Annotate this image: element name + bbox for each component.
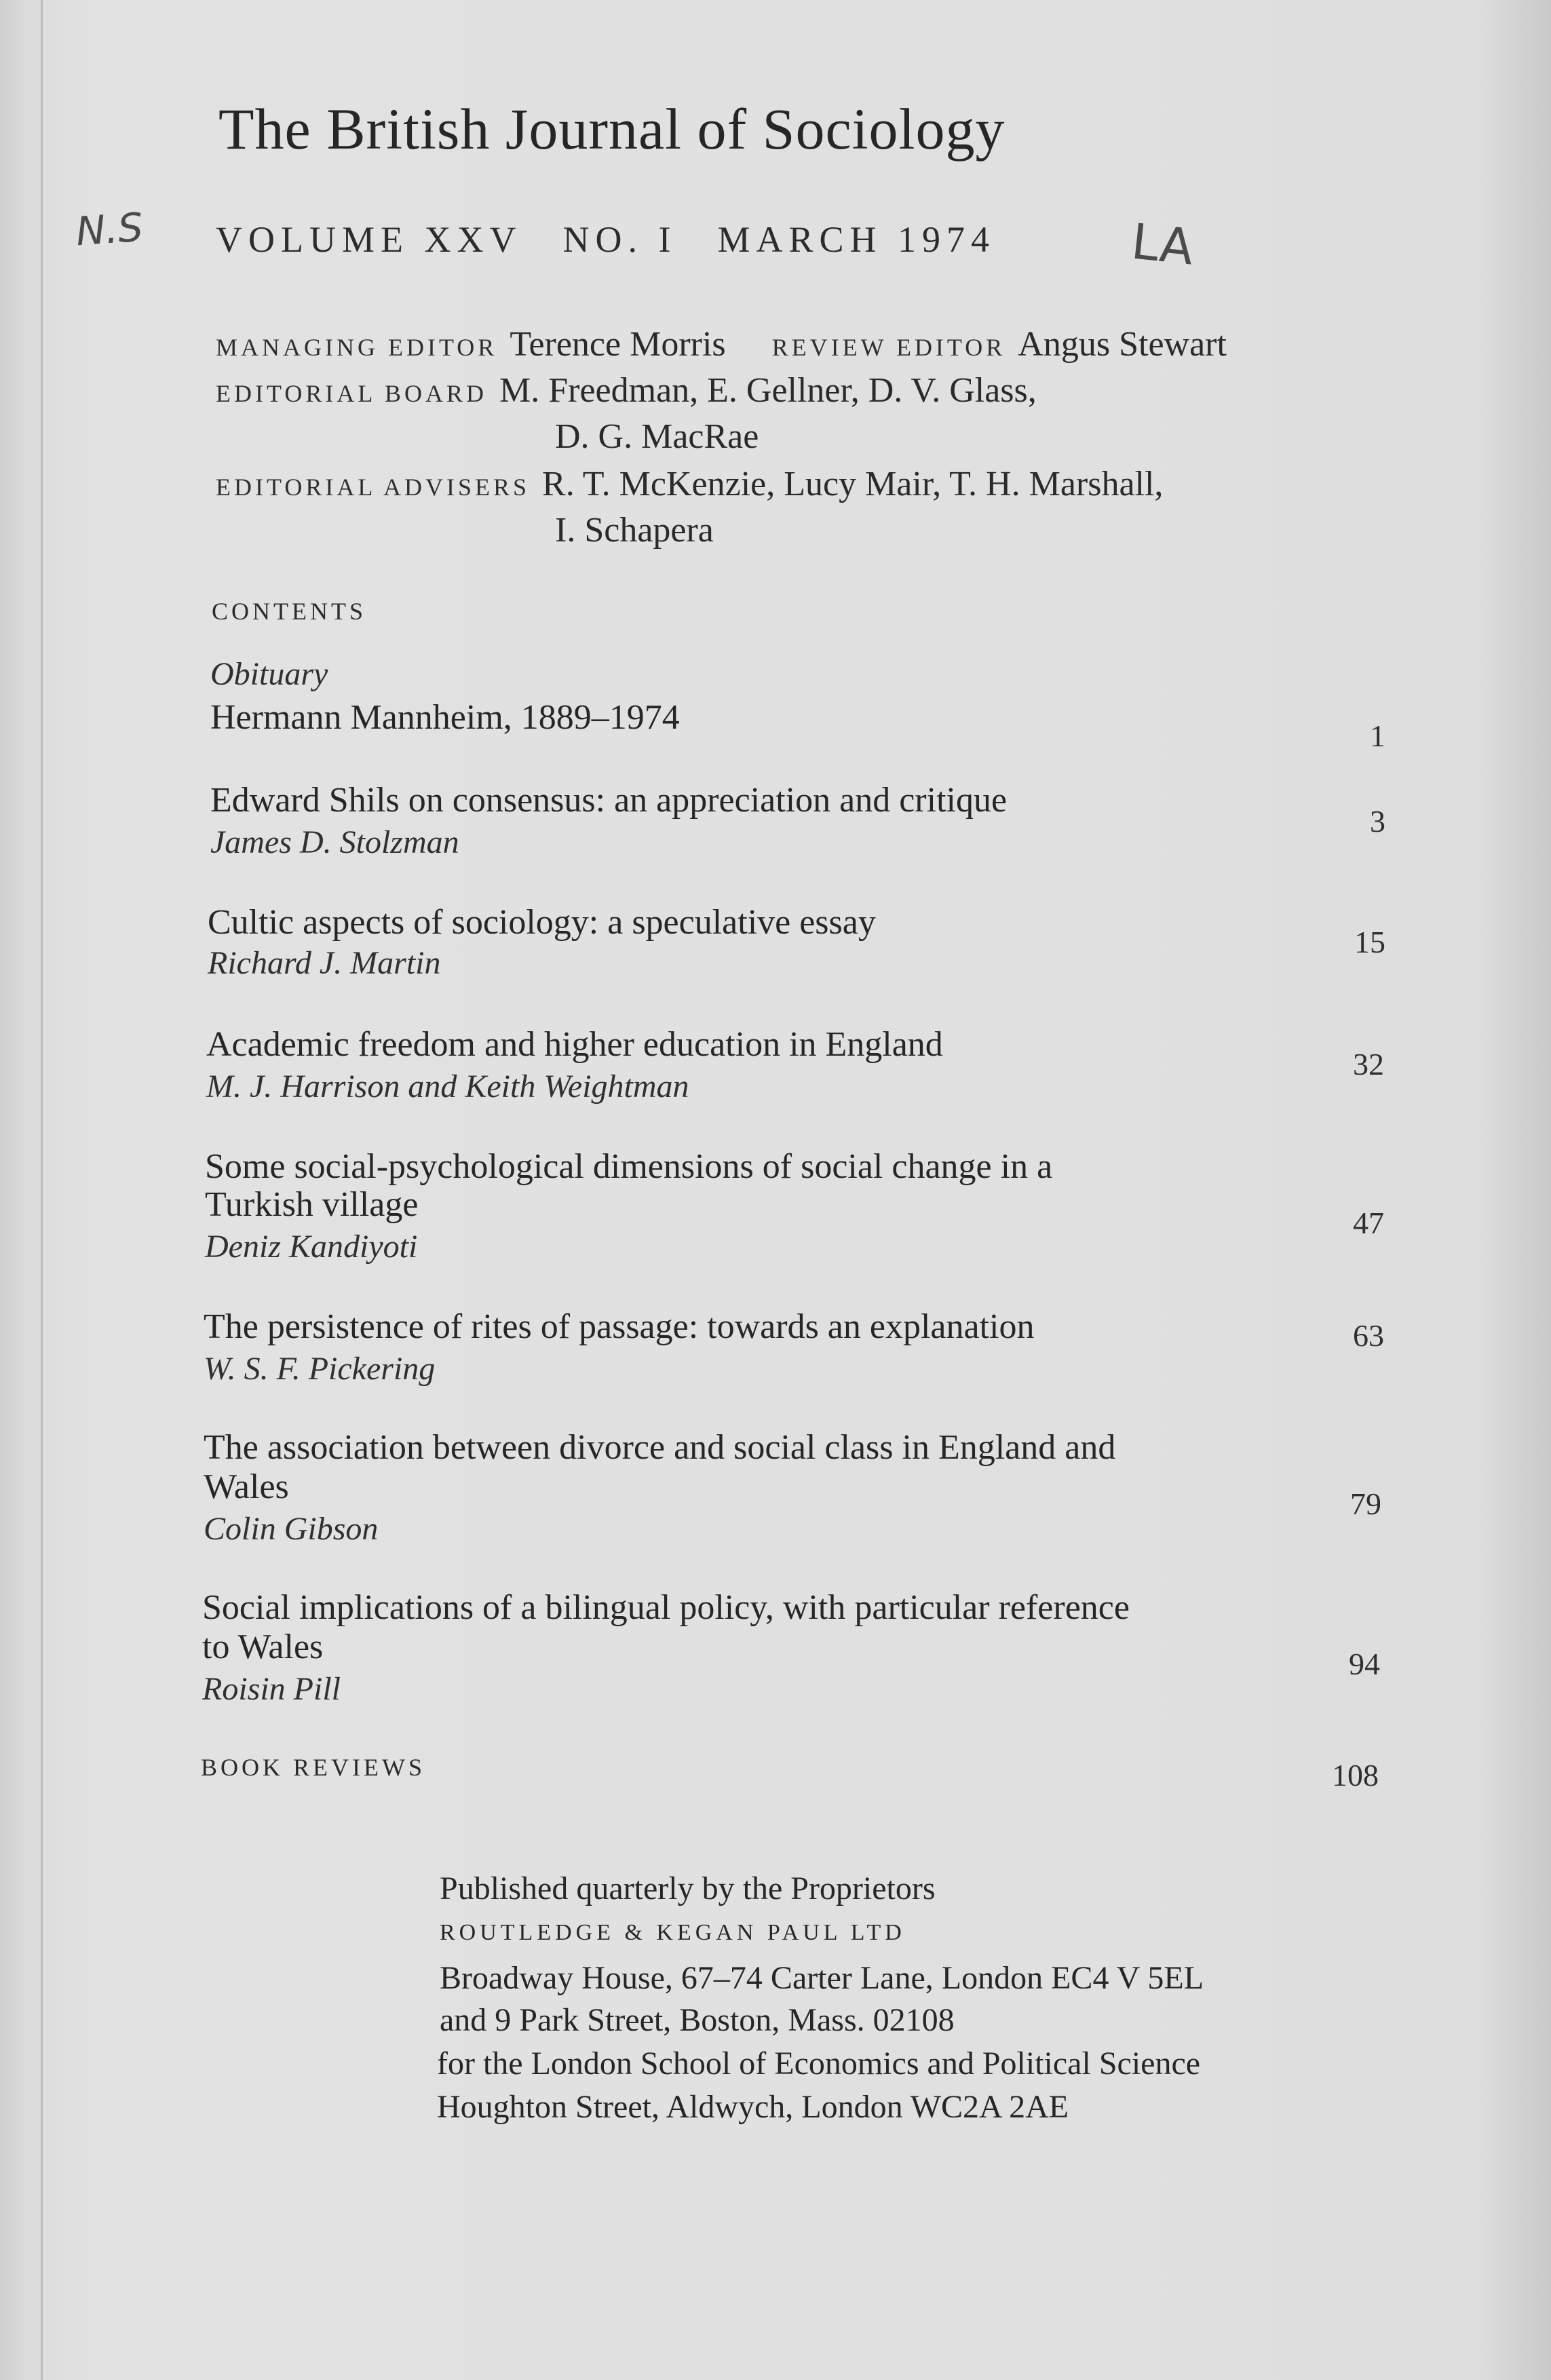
- article-author: Roisin Pill: [202, 1671, 341, 1707]
- article-title: Social implications of a bilingual policy, with particular reference: [202, 1588, 1130, 1627]
- page-number: 3: [1370, 804, 1385, 839]
- article-title: Hermann Mannheim, 1889–1974: [210, 698, 680, 737]
- article-title: Some social-psychological dimensions of social change in a: [205, 1147, 1053, 1186]
- page-number: 15: [1354, 925, 1385, 959]
- page-number: 79: [1350, 1486, 1381, 1521]
- article-title-cont: to Wales: [202, 1628, 324, 1666]
- journal-title: The British Journal of Sociology: [218, 96, 1006, 161]
- article-author: W. S. F. Pickering: [204, 1351, 436, 1387]
- book-reviews-label: BOOK REVIEWS: [201, 1754, 425, 1781]
- article-author: Richard J. Martin: [208, 945, 441, 981]
- obituary-heading: Obituary: [210, 656, 328, 692]
- article-title-cont: Wales: [204, 1467, 289, 1506]
- publisher-institution: for the London School of Economics and Political Science: [437, 2046, 1201, 2081]
- article-title-cont: Turkish village: [205, 1185, 419, 1224]
- contents-heading: CONTENTS: [212, 598, 366, 625]
- handwritten-note-right: LA: [1128, 212, 1197, 276]
- editorial-board-names: M. Freedman, E. Gellner, D. V. Glass,: [499, 371, 1037, 410]
- editorial-advisers-label: EDITORIAL ADVISERS: [216, 474, 531, 501]
- article-title: Academic freedom and higher education in England: [206, 1025, 943, 1064]
- page-number: 94: [1349, 1647, 1380, 1681]
- editorial-board-names-cont: D. G. MacRae: [555, 417, 759, 456]
- editorial-advisers-names: R. T. McKenzie, Lucy Mair, T. H. Marshall,: [542, 465, 1164, 503]
- publisher-name: ROUTLEDGE & KEGAN PAUL LTD: [440, 1920, 906, 1945]
- page-number: 47: [1353, 1206, 1384, 1240]
- publisher-address: Broadway House, 67–74 Carter Lane, London EC4 V 5EL: [440, 1960, 1204, 1996]
- article-title: The persistence of rites of passage: towards an explanation: [204, 1307, 1035, 1346]
- review-editor-name: Angus Stewart: [1018, 325, 1227, 364]
- book-reviews-page: 108: [1332, 1758, 1379, 1792]
- page-number: 63: [1353, 1318, 1384, 1353]
- page-number: 1: [1370, 718, 1385, 753]
- review-editor-label: REVIEW EDITOR: [771, 334, 1006, 361]
- article-title: Edward Shils on consensus: an appreciation and critique: [210, 781, 1008, 820]
- publisher-institution-address: Houghton Street, Aldwych, London WC2A 2AE: [437, 2089, 1069, 2125]
- issue-line: [216, 218, 1036, 261]
- volume-number: VOLUME XXV: [216, 219, 522, 260]
- masthead-advisers-row: [216, 464, 1163, 504]
- editorial-advisers-names-cont: I. Schapera: [555, 511, 714, 550]
- masthead-managing-row: [216, 324, 1227, 364]
- article-author: M. J. Harrison and Keith Weightman: [206, 1069, 689, 1105]
- publisher-line: Published quarterly by the Proprietors: [440, 1870, 936, 1906]
- managing-editor-name: Terence Morris: [510, 325, 726, 364]
- publisher-address-us: and 9 Park Street, Boston, Mass. 02108: [440, 2002, 955, 2038]
- article-author: James D. Stolzman: [210, 824, 459, 860]
- article-title: The association between divorce and social class in England and: [204, 1428, 1116, 1467]
- page-number: 32: [1353, 1047, 1384, 1081]
- editorial-board-label: EDITORIAL BOARD: [216, 380, 487, 407]
- handwritten-note-left: N.S: [74, 204, 145, 255]
- issue-date: MARCH 1974: [717, 219, 995, 260]
- managing-editor-label: MANAGING EDITOR: [216, 334, 498, 361]
- article-author: Colin Gibson: [204, 1511, 379, 1547]
- masthead-board-row: [216, 370, 1037, 410]
- page-edge-shadow: [41, 0, 43, 2380]
- article-author: Deniz Kandiyoti: [205, 1229, 418, 1265]
- issue-number: NO. I: [562, 219, 677, 260]
- article-title: Cultic aspects of sociology: a speculative essay: [208, 903, 876, 942]
